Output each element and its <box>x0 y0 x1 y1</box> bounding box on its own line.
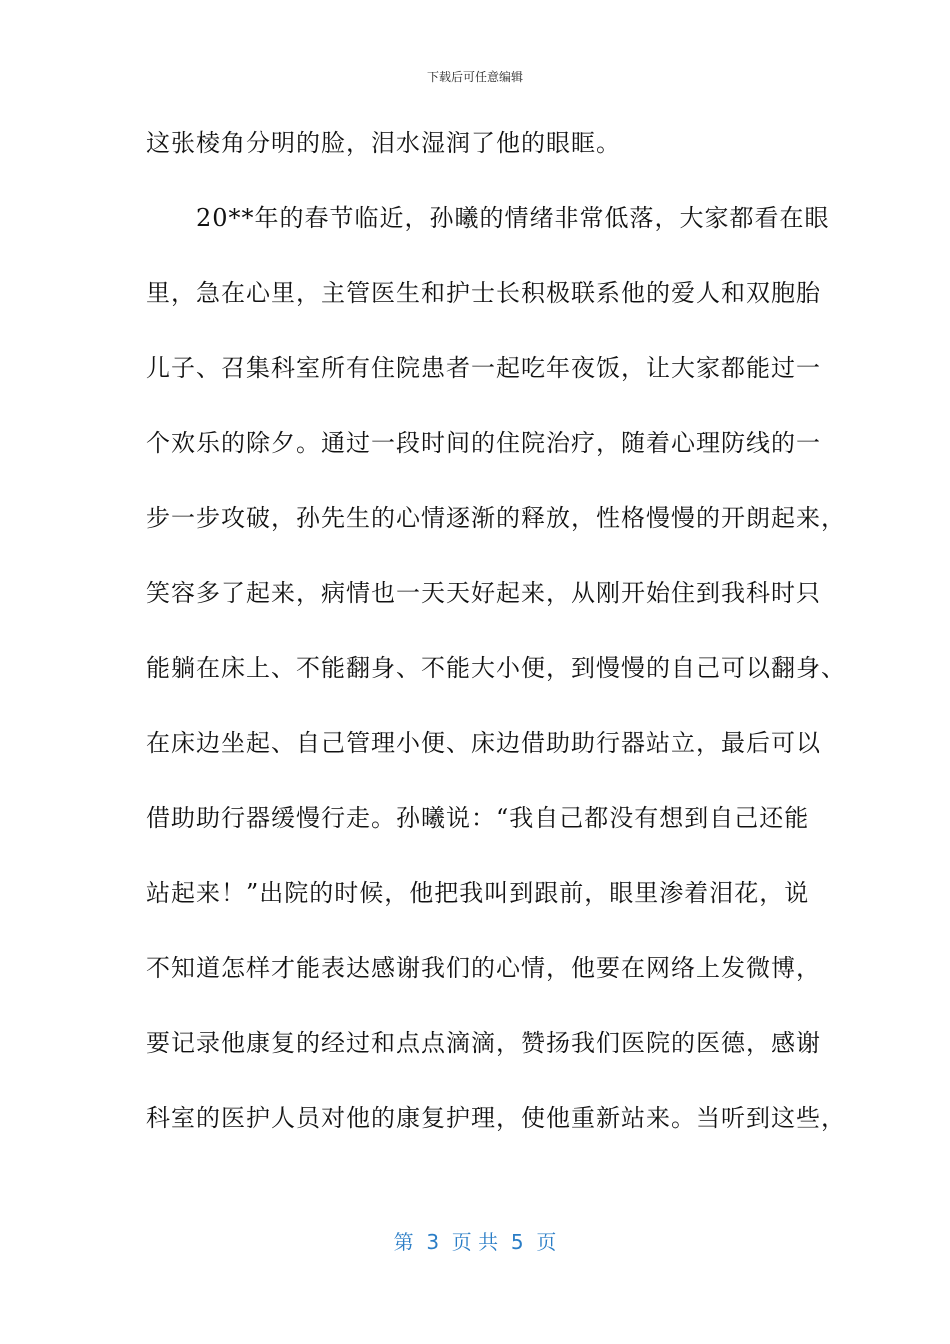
download-note: 下载后可任意编辑 <box>426 70 523 84</box>
body-line-4: 儿子、召集科室所有住院患者一起吃年夜饭，让大家都能过一 <box>146 354 821 382</box>
body-line-6: 步一步攻破，孙先生的心情逐渐的释放，性格慢慢的开朗起来， <box>146 504 846 532</box>
body-line-14: 科室的医护人员对他的康复护理，使他重新站来。当听到这些， <box>146 1104 846 1132</box>
body-line-5: 个欢乐的除夕。通过一段时间的住院治疗，随着心理防线的一 <box>146 429 821 457</box>
body-line-2: 20**年的春节临近，孙曦的情绪非常低落，大家都看在眼 <box>146 204 830 232</box>
body-line-8: 能躺在床上、不能翻身、不能大小便，到慢慢的自己可以翻身、 <box>146 654 846 682</box>
body-line-3: 里，急在心里，主管医生和护士长积极联系他的爱人和双胞胎 <box>146 279 821 307</box>
body-line-13: 要记录他康复的经过和点点滴滴，赞扬我们医院的医德，感谢 <box>146 1029 821 1057</box>
body-line-10: 借助助行器缓慢行走。孙曦说：“我自己都没有想到自己还能 <box>146 804 810 832</box>
page-number: 第 3 页 共 5 页 <box>393 1230 557 1254</box>
body-line-1: 这张棱角分明的脸，泪水湿润了他的眼眶。 <box>146 129 621 157</box>
body-line-11: 站起来！”出院的时候，他把我叫到跟前，眼里渗着泪花，说 <box>146 879 810 907</box>
body-line-12: 不知道怎样才能表达感谢我们的心情，他要在网络上发微博， <box>146 954 821 982</box>
body-line-9: 在床边坐起、自己管理小便、床边借助助行器站立，最后可以 <box>146 729 821 757</box>
body-line-7: 笑容多了起来，病情也一天天好起来，从刚开始住到我科时只 <box>146 579 821 607</box>
